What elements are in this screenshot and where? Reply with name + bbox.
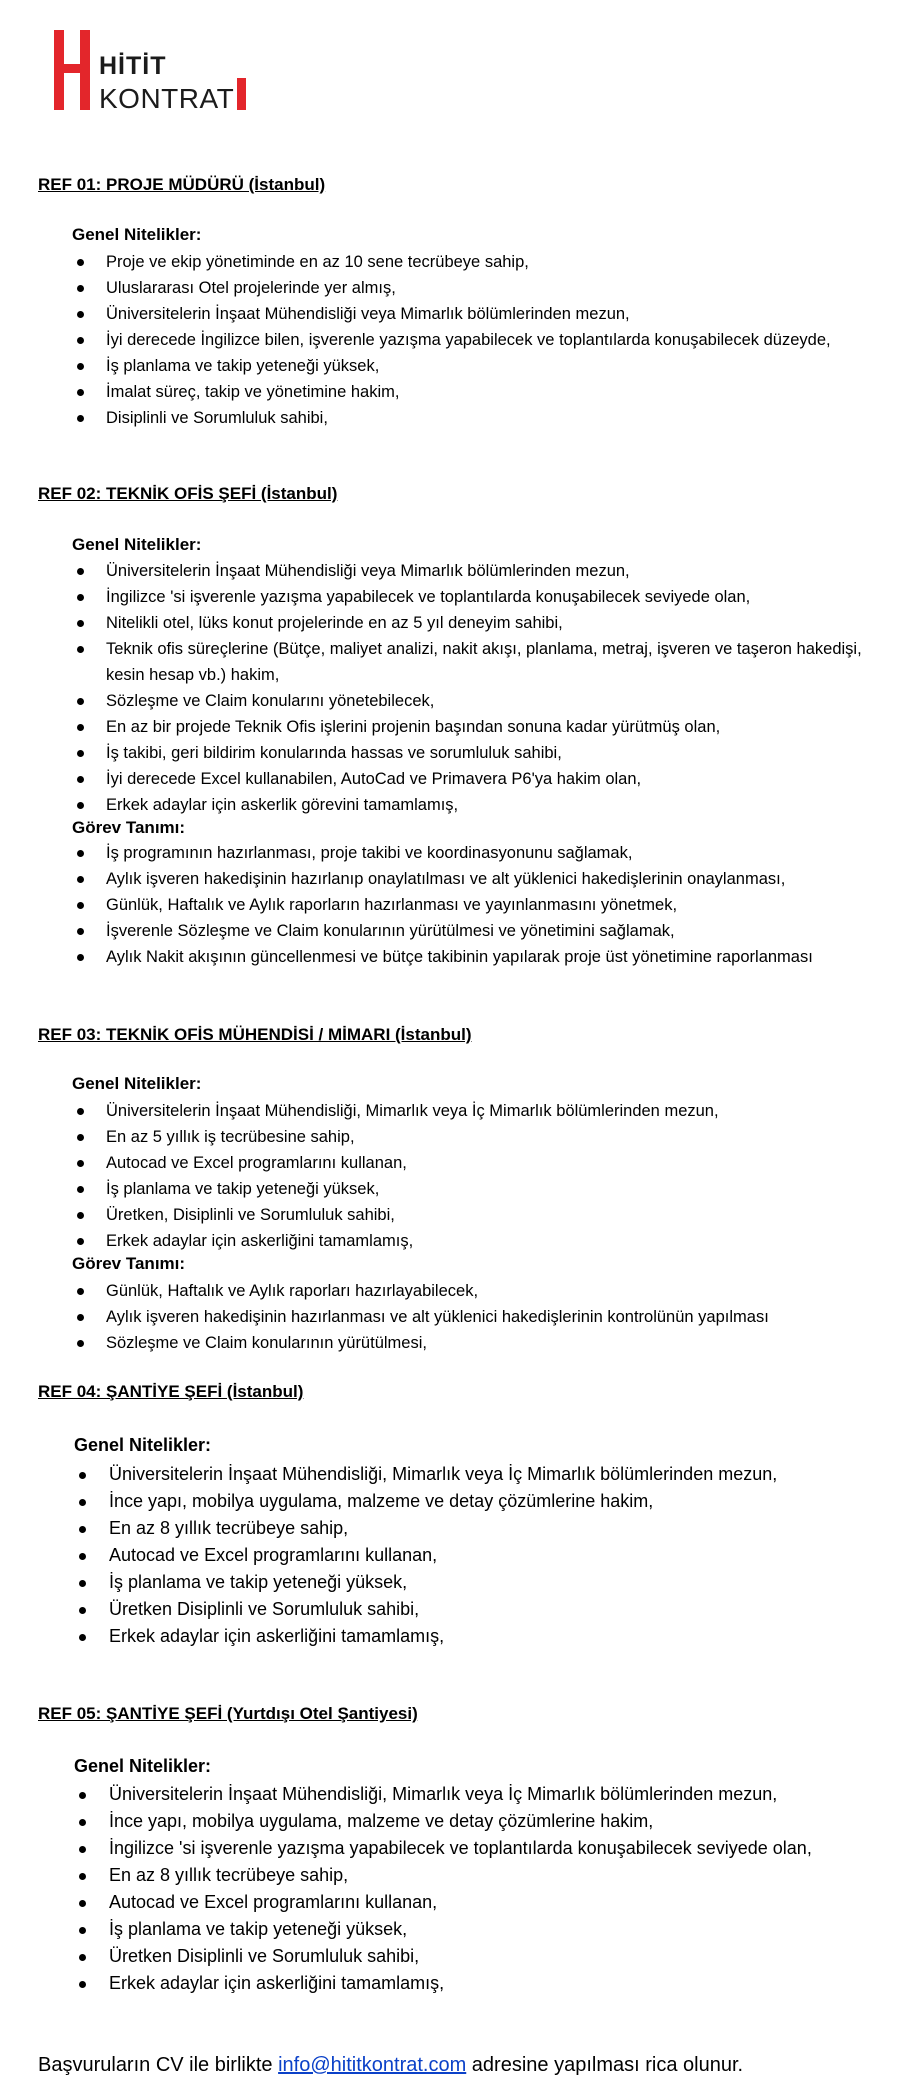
list-item: En az 8 yıllık tecrübeye sahip, — [0, 1515, 900, 1542]
list-item: En az bir projede Teknik Ofis işlerini projenin başından sonuna kadar yürütmüş olan, — [0, 714, 900, 740]
list-item: Sözleşme ve Claim konularının yürütülmesi, — [0, 1330, 900, 1356]
list-item: Aylık işveren hakedişinin hazırlanması ve alt yüklenici hakedişlerinin kontrolünün yapılması — [0, 1304, 900, 1330]
application-note — [38, 2054, 743, 2077]
list-item: Erkek adaylar için askerliğini tamamlamış, — [0, 1623, 900, 1650]
requirements-heading: Genel Nitelikler: — [74, 1435, 212, 1455]
requirements-list-ref01 — [0, 249, 900, 431]
list-item: Günlük, Haftalık ve Aylık raporları hazırlayabilecek, — [0, 1278, 900, 1304]
list-item: Aylık işveren hakedişinin hazırlanıp onaylatılması ve alt yüklenici hakedişlerinin onaylanması, — [0, 866, 900, 892]
requirements-heading: Genel Nitelikler: — [74, 1756, 212, 1776]
duties-heading: Görev Tanımı: — [72, 1254, 186, 1273]
requirements-list-ref02 — [0, 558, 900, 818]
section-title-ref02: REF 02: TEKNİK OFİS ŞEFİ (İstanbul) — [38, 484, 338, 503]
logo-mark — [54, 30, 90, 110]
list-item: İş planlama ve takip yeteneği yüksek, — [0, 1176, 900, 1202]
requirements-list-ref05 — [0, 1781, 900, 1997]
list-item: Sözleşme ve Claim konularını yönetebilecek, — [0, 688, 900, 714]
list-item: Üniversitelerin İnşaat Mühendisliği, Mimarlık veya İç Mimarlık bölümlerinden mezun, — [0, 1098, 900, 1124]
list-item: İmalat süreç, takip ve yönetimine hakim, — [0, 379, 900, 405]
list-item: En az 8 yıllık tecrübeye sahip, — [0, 1862, 900, 1889]
logo-line1: HİTİT — [99, 52, 167, 80]
list-item: İş takibi, geri bildirim konularında hassas ve sorumluluk sahibi, — [0, 740, 900, 766]
list-item: İngilizce 'si işverenle yazışma yapabilecek ve toplantılarda konuşabilecek seviyede olan, — [0, 584, 900, 610]
list-item: Üniversitelerin İnşaat Mühendisliği veya Mimarlık bölümlerinden mezun, — [0, 558, 900, 584]
list-item: Disiplinli ve Sorumluluk sahibi, — [0, 405, 900, 431]
duties-heading: Görev Tanımı: — [72, 818, 186, 837]
list-item: Autocad ve Excel programlarını kullanan, — [0, 1542, 900, 1569]
company-logo — [54, 30, 254, 112]
requirements-list-ref03 — [0, 1098, 900, 1254]
requirements-list-ref04 — [0, 1461, 900, 1650]
list-item: İş planlama ve takip yeteneği yüksek, — [0, 1569, 900, 1596]
list-item: İşverenle Sözleşme ve Claim konularının yürütülmesi ve yönetimini sağlamak, — [0, 918, 900, 944]
list-item: Uluslararası Otel projelerinde yer almış, — [0, 275, 900, 301]
section-title-ref01: REF 01: PROJE MÜDÜRÜ (İstanbul) — [38, 175, 326, 194]
logo-accent-bar — [237, 78, 246, 110]
duties-list-ref03 — [0, 1278, 900, 1356]
list-item: Autocad ve Excel programlarını kullanan, — [0, 1889, 900, 1916]
list-item: Üniversitelerin İnşaat Mühendisliği veya Mimarlık bölümlerinden mezun, — [0, 301, 900, 327]
list-item: Proje ve ekip yönetiminde en az 10 sene tecrübeye sahip, — [0, 249, 900, 275]
section-title-ref04: REF 04: ŞANTİYE ŞEFİ (İstanbul) — [38, 1382, 304, 1401]
list-item: Üretken Disiplinli ve Sorumluluk sahibi, — [0, 1943, 900, 1970]
list-item: Erkek adaylar için askerlik görevini tamamlamış, — [0, 792, 900, 818]
list-item: Üniversitelerin İnşaat Mühendisliği, Mimarlık veya İç Mimarlık bölümlerinden mezun, — [0, 1461, 900, 1488]
list-item: İyi derecede Excel kullanabilen, AutoCad ve Primavera P6'ya hakim olan, — [0, 766, 900, 792]
list-item: İyi derecede İngilizce bilen, işverenle yazışma yapabilecek ve toplantılarda konuşabilecek düzeyde, — [0, 327, 900, 353]
list-item: Erkek adaylar için askerliğini tamamlamış, — [0, 1228, 900, 1254]
list-item: İngilizce 'si işverenle yazışma yapabilecek ve toplantılarda konuşabilecek seviyede olan, — [0, 1835, 900, 1862]
list-item: İş programının hazırlanması, proje takibi ve koordinasyonunu sağlamak, — [0, 840, 900, 866]
footer-text-before: Başvuruların CV ile birlikte — [38, 2054, 279, 2076]
list-item: Günlük, Haftalık ve Aylık raporların hazırlanması ve yayınlanmasını yönetmek, — [0, 892, 900, 918]
footer-text-after: adresine yapılması rica olunur. — [466, 2054, 744, 2076]
list-item: İnce yapı, mobilya uygulama, malzeme ve detay çözümlerine hakim, — [0, 1808, 900, 1835]
requirements-heading: Genel Nitelikler: — [72, 225, 202, 244]
section-title-ref03: REF 03: TEKNİK OFİS MÜHENDİSİ / MİMARI (İstanbul) — [38, 1025, 472, 1044]
requirements-heading: Genel Nitelikler: — [72, 1074, 202, 1093]
section-title-ref05: REF 05: ŞANTİYE ŞEFİ (Yurtdışı Otel Şantiyesi) — [38, 1704, 418, 1723]
list-item: İş planlama ve takip yeteneği yüksek, — [0, 1916, 900, 1943]
list-item: En az 5 yıllık iş tecrübesine sahip, — [0, 1124, 900, 1150]
list-item: Teknik ofis süreçlerine (Bütçe, maliyet analizi, nakit akışı, planlama, metraj, işveren ve taşeron hakedişi, kesin hesap vb.) hakim, — [0, 636, 900, 688]
list-item: Aylık Nakit akışının güncellenmesi ve bütçe takibinin yapılarak proje üst yönetimine raporlanması — [0, 944, 900, 970]
duties-list-ref02 — [0, 840, 900, 970]
list-item: Üretken Disiplinli ve Sorumluluk sahibi, — [0, 1596, 900, 1623]
list-item: Üniversitelerin İnşaat Mühendisliği, Mimarlık veya İç Mimarlık bölümlerinden mezun, — [0, 1781, 900, 1808]
list-item: Üretken, Disiplinli ve Sorumluluk sahibi, — [0, 1202, 900, 1228]
list-item: İnce yapı, mobilya uygulama, malzeme ve detay çözümlerine hakim, — [0, 1488, 900, 1515]
email-link[interactable]: info@hititkontrat.com — [278, 2054, 467, 2076]
list-item: Nitelikli otel, lüks konut projelerinde en az 5 yıl deneyim sahibi, — [0, 610, 900, 636]
list-item: İş planlama ve takip yeteneği yüksek, — [0, 353, 900, 379]
list-item: Autocad ve Excel programlarını kullanan, — [0, 1150, 900, 1176]
requirements-heading: Genel Nitelikler: — [72, 535, 202, 554]
list-item: Erkek adaylar için askerliğini tamamlamış, — [0, 1970, 900, 1997]
logo-line2: KONTRAT — [99, 83, 235, 112]
